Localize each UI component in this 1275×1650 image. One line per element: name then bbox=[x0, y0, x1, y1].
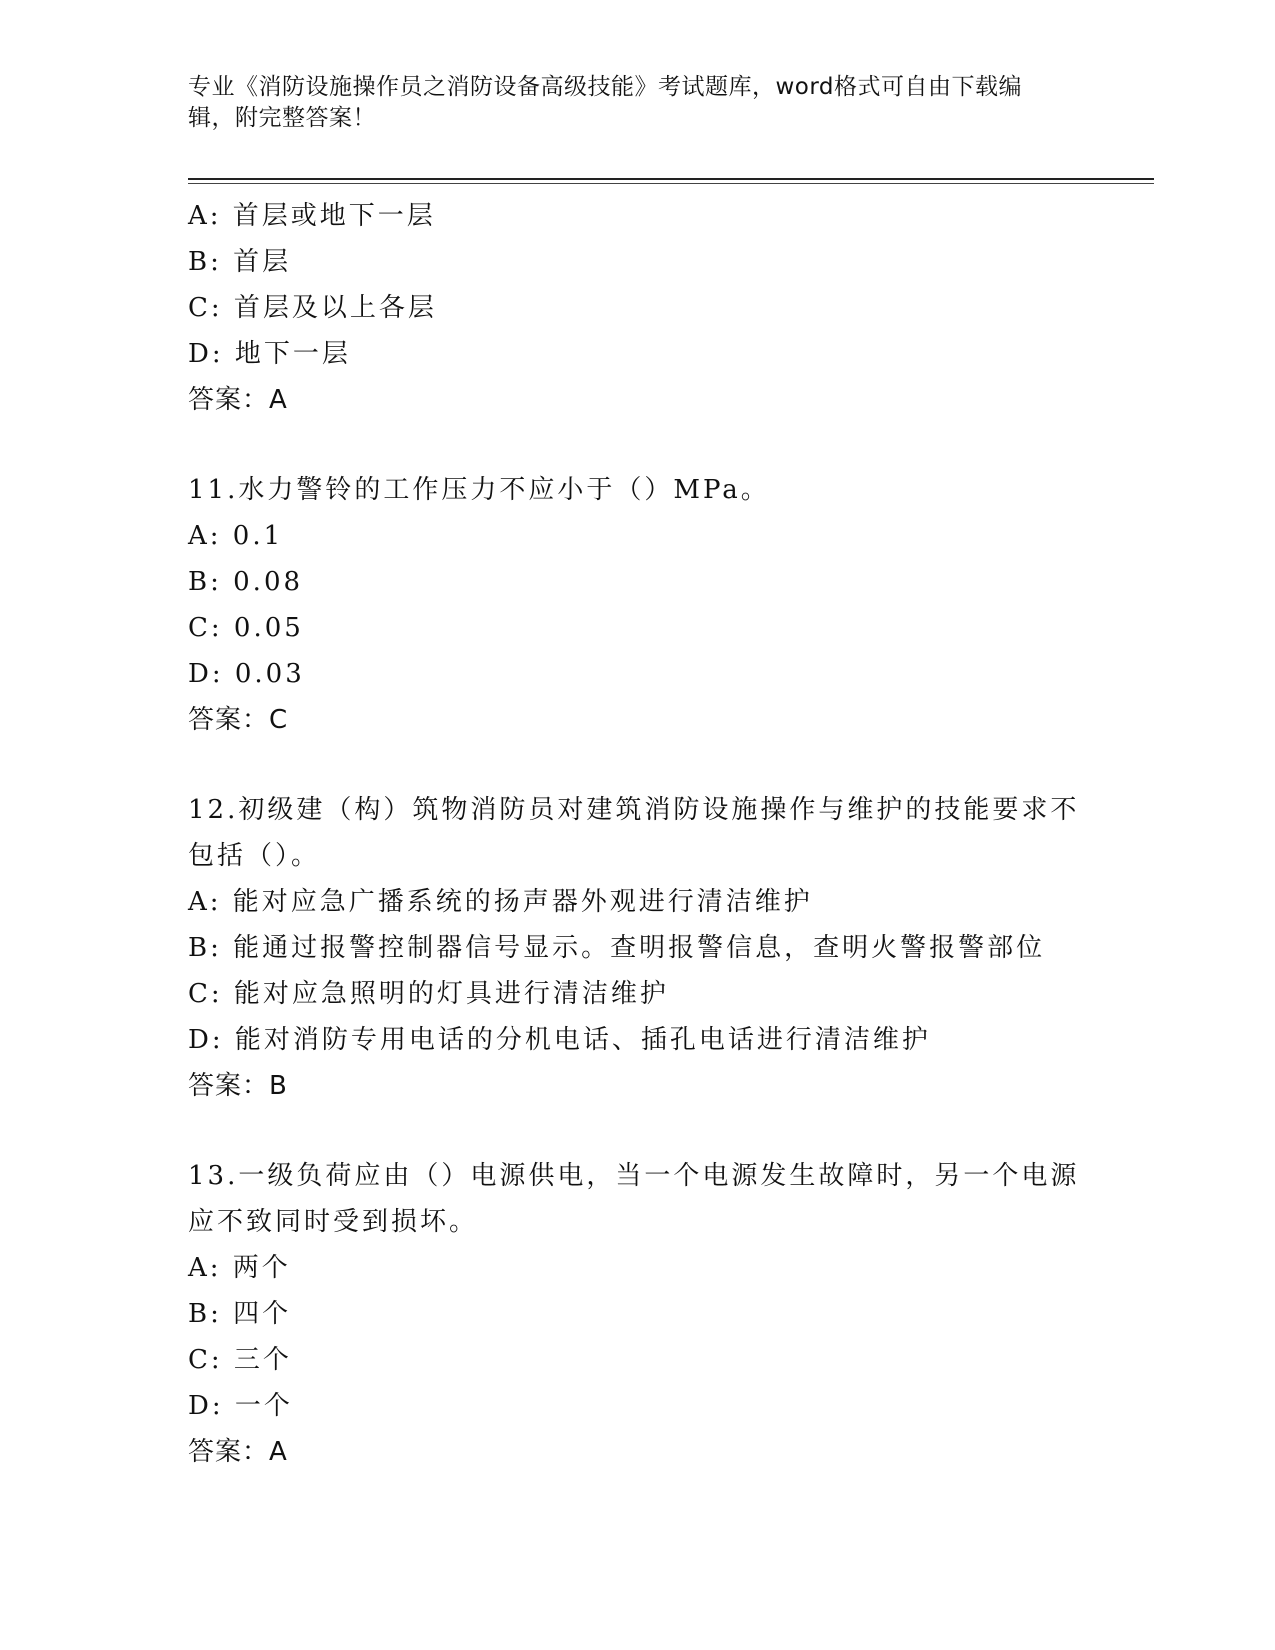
option-d: D: 能对消防专用电话的分机电话、插孔电话进行清洁维护 bbox=[188, 1025, 931, 1055]
option-b: B: 首层 bbox=[188, 247, 292, 277]
question-12 bbox=[188, 787, 1108, 1109]
question-text: 13.一级负荷应由（）电源供电，当一个电源发生故障时，另一个电源应不致同时受到损坏。 bbox=[188, 1161, 1080, 1237]
option-b: B: 0.08 bbox=[188, 567, 304, 597]
option-a: A: 0.1 bbox=[188, 521, 284, 551]
option-a: A: 首层或地下一层 bbox=[188, 201, 436, 231]
option-a: A: 两个 bbox=[188, 1253, 291, 1283]
option-b: B: 能通过报警控制器信号显示。查明报警信息，查明火警报警部位 bbox=[188, 933, 1046, 963]
page-header: 专业《消防设施操作员之消防设备高级技能》考试题库，word格式可自由下载编辑，附完整答案！ bbox=[188, 74, 1023, 131]
option-c: C: 0.05 bbox=[188, 613, 304, 643]
option-d: D: 地下一层 bbox=[188, 339, 351, 369]
question-text: 12.初级建（构）筑物消防员对建筑消防设施操作与维护的技能要求不包括（）。 bbox=[188, 795, 1080, 871]
option-c: C: 首层及以上各层 bbox=[188, 293, 437, 323]
question-text: 11.水力警铃的工作压力不应小于（）MPa。 bbox=[188, 475, 770, 505]
option-c: C: 能对应急照明的灯具进行清洁维护 bbox=[188, 979, 669, 1009]
question-list bbox=[188, 193, 1108, 1475]
answer-line: 答案：A bbox=[188, 1437, 288, 1467]
header-rule-thin bbox=[188, 183, 1154, 184]
question-10-tail bbox=[188, 193, 1108, 423]
answer-line: 答案：B bbox=[188, 1071, 288, 1101]
option-b: B: 四个 bbox=[188, 1299, 292, 1329]
option-d: D: 一个 bbox=[188, 1391, 293, 1421]
option-a: A: 能对应急广播系统的扬声器外观进行清洁维护 bbox=[188, 887, 813, 917]
question-11 bbox=[188, 467, 1108, 743]
header-rule-thick bbox=[188, 178, 1154, 180]
answer-line: 答案：C bbox=[188, 705, 289, 735]
question-13 bbox=[188, 1153, 1108, 1475]
answer-line: 答案：A bbox=[188, 385, 288, 415]
option-c: C: 三个 bbox=[188, 1345, 292, 1375]
option-d: D: 0.03 bbox=[188, 659, 305, 689]
